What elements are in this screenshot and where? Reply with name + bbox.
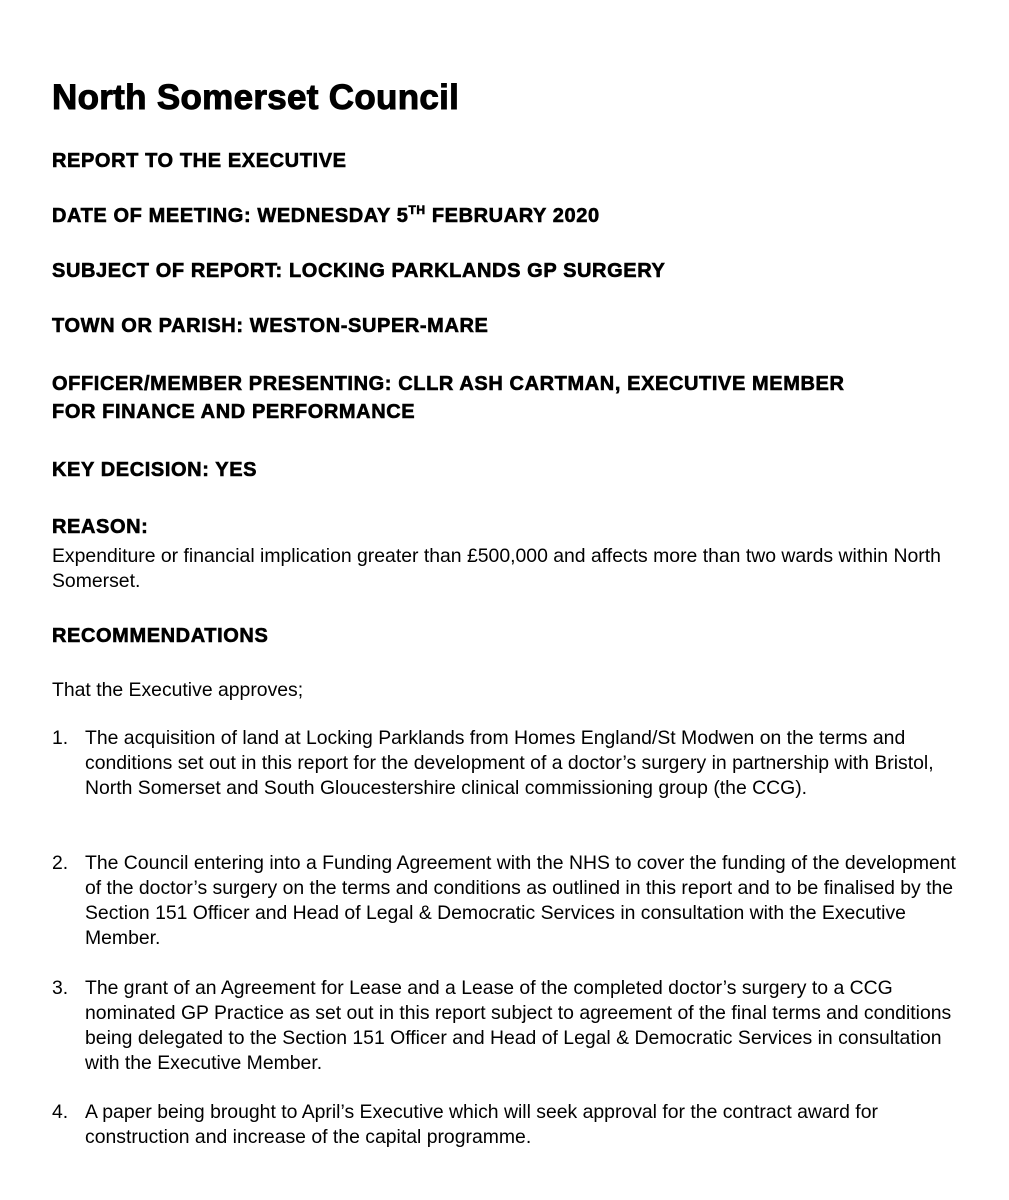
item-text: A paper being brought to April’s Executive which will seek approval for the contract award for construction and increase of the capital programme.	[85, 1101, 878, 1148]
recommendations-intro: That the Executive approves;	[52, 679, 304, 701]
report-to: REPORT TO THE EXECUTIVE	[52, 150, 347, 172]
list-item	[52, 851, 962, 951]
key-decision: KEY DECISION: YES	[52, 459, 258, 481]
item-number: 4.	[52, 1101, 69, 1123]
reason-text: Expenditure or financial implication greater than £500,000 and affects more than two wards within North Somerset.	[52, 545, 941, 592]
list-item	[52, 726, 962, 801]
item-text: The acquisition of land at Locking Parklands from Homes England/St Modwen on the terms and conditions set out in this report for the development of a doctor’s surgery in partnership with Bristol, North Somerset and South Gloucestershire clinical commissioning group (the CCG).	[85, 727, 934, 799]
item-number: 2.	[52, 852, 69, 874]
officer: OFFICER/MEMBER PRESENTING: CLLR ASH CARTMAN, EXECUTIVE MEMBER FOR FINANCE AND PERFORMANCE	[52, 373, 845, 423]
item-text: The Council entering into a Funding Agreement with the NHS to cover the funding of the development of the doctor’s surgery on the terms and conditions as outlined in this report and to be finalised by the Section 151 Officer and Head of Legal & Democratic Services in consultation with the Executive Member.	[85, 852, 956, 949]
item-number: 1.	[52, 727, 69, 749]
date-sup: TH	[408, 203, 426, 217]
date-rest: FEBRUARY 2020	[425, 205, 600, 227]
council-title: North Somerset Council	[52, 78, 460, 117]
item-number: 3.	[52, 977, 69, 999]
date-label: DATE OF MEETING: WEDNESDAY 5	[52, 205, 409, 227]
reason-heading: REASON:	[52, 516, 149, 538]
list-item	[52, 976, 962, 1076]
recommendations-heading: RECOMMENDATIONS	[52, 625, 269, 647]
date-of-meeting	[52, 202, 962, 230]
list-item	[52, 1100, 962, 1150]
subject: SUBJECT OF REPORT: LOCKING PARKLANDS GP SURGERY	[52, 260, 666, 282]
town: TOWN OR PARISH: WESTON-SUPER-MARE	[52, 315, 489, 337]
item-text: The grant of an Agreement for Lease and a Lease of the completed doctor’s surgery to a CCG nominated GP Practice as set out in this report subject to agreement of the final terms and conditions being delegated to the Section 151 Officer and Head of Legal & Democratic Services in consultation with the Executive Member.	[85, 977, 952, 1074]
